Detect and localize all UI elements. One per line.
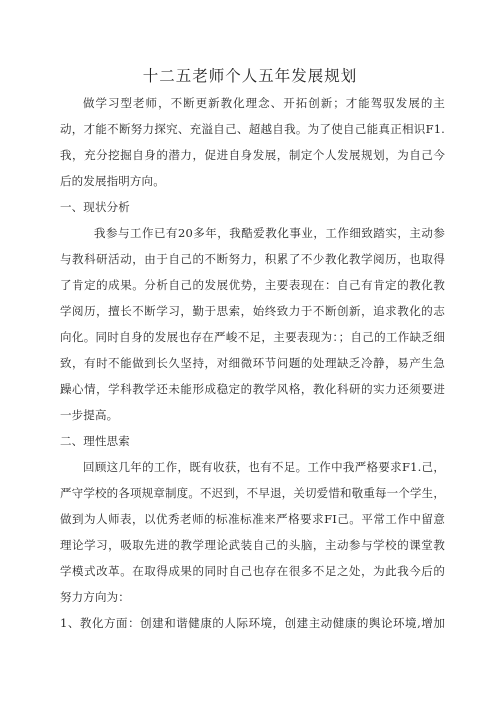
body-line: 一步提高。 xyxy=(60,408,119,422)
body-line: 回顾这几年的工作，既有收获，也有不足。工作中我严格要求F1.己， xyxy=(83,460,445,474)
body-line: 与教科研活动，由于自己的不断努力，积累了不少教化教学阅历，也取得 xyxy=(60,252,445,266)
body-line: 严守学校的各项规章制度。不迟到，不早退，关切爱惜和敬重每一个学生， xyxy=(60,486,445,500)
section-heading: 二、理性思索 xyxy=(60,434,130,448)
intro-line: 后的发展指明方向。 xyxy=(60,174,165,188)
body-line: 躁心情，学科教学还未能形成稳定的教学风格，教化科研的实力还须要进 xyxy=(60,382,445,396)
body-line: 1、教化方面：创建和谐健康的人际环境，创建主动健康的舆论环境,增加 xyxy=(60,616,445,630)
section-heading: 一、现状分析 xyxy=(60,200,130,214)
body-line: 致，有时不能做到长久坚持，对细微环节问题的处理缺乏冷静，易产生急 xyxy=(60,356,445,370)
intro-line: 我，充分挖掘自身的潜力，促进自身发展，制定个人发展规划，为自己今 xyxy=(60,148,445,162)
intro-line: 动，才能不断努力探究、充溢自己、超越自我。为了使自己能真正相识F1. xyxy=(60,122,445,136)
body-line: 向化。同时自身的发展也存在严峻不足，主要表现为：；自己的工作缺乏细 xyxy=(60,330,445,344)
body-line: 努力方向为： xyxy=(60,590,130,604)
body-line: 理论学习，吸取先进的教学理论武装自己的头脑，主动参与学校的课堂教 xyxy=(60,538,445,552)
body-line: 做到为人师表，以优秀老师的标准标准来严格要求FI己。平常工作中留意 xyxy=(60,512,445,526)
intro-line: 做学习型老师，不断更新教化理念、开拓创新；才能驾驭发展的主 xyxy=(83,96,445,110)
body-line: 学模式改革。在取得成果的同时自己也存在很多不足之处，为此我今后的 xyxy=(60,564,445,578)
body-line: 了肯定的成果。分析自己的发展优势，主要表现在：自己有肯定的教化教 xyxy=(60,278,445,292)
body-line: 我参与工作已有20多年，我酷爱教化事业，工作细致踏实，主动参 xyxy=(94,226,445,240)
document-title: 十二五老师个人五年发展规划 xyxy=(142,67,358,85)
body-line: 学阅历，擅长不断学习，勤于思索，始终致力于不断创新，追求教化的志 xyxy=(60,304,445,318)
